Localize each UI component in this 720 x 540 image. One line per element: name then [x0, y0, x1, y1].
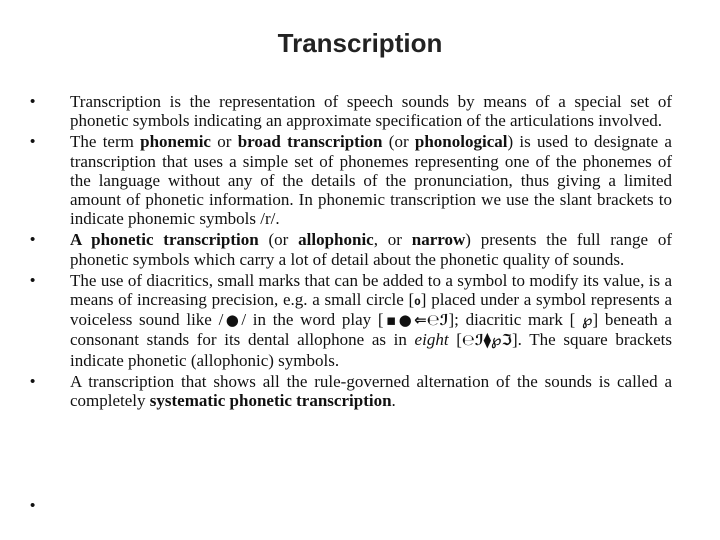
term-systematic-phonetic-transcription: systematic phonetic transcription	[149, 391, 392, 411]
item-text: ]; diacritic mark [	[448, 310, 583, 330]
list-item	[30, 92, 672, 130]
list-item	[30, 372, 672, 410]
term-phonetic-transcription: A phonetic transcription	[70, 230, 259, 250]
term-phonological: phonological	[414, 132, 508, 152]
item-text: / in the word play [	[241, 310, 384, 330]
bullet-icon: •	[30, 271, 36, 289]
bullet-icon: •	[30, 133, 36, 151]
item-text: Transcription is the representation of speech sounds by means of a special set of phonetic symbols indicating an approximate specification of the articulations involved.	[70, 92, 672, 131]
empty-bullet-icon: •	[30, 497, 36, 514]
item-text: ] beneath a consonant stands for its dental allophone as in	[70, 310, 672, 350]
list-item	[30, 230, 672, 268]
voiceless-l-symbol: ●	[223, 311, 242, 330]
list-item	[30, 132, 672, 228]
item-text: The use of diacritics, small marks that can be added to a symbol to modify its value, is a means of increasing precision, e.g. a small circle [	[70, 270, 672, 310]
item-text: ]. The square brackets indicate phonetic (allophonic) symbols.	[70, 330, 672, 370]
example-word-eight: eight	[414, 330, 449, 350]
dental-diacritic-symbol: ℘	[582, 311, 593, 330]
circle-diacritic-symbol: ₀	[414, 291, 421, 310]
item-text: , or	[373, 230, 412, 250]
item-text: ) presents the full range of phonetic symbols which carry a lot of detail about the phonetic quality of sounds.	[70, 230, 672, 269]
term-phonemic: phonemic	[140, 132, 211, 152]
term-allophonic: allophonic	[298, 230, 374, 250]
bullet-icon: •	[30, 231, 36, 249]
item-text: ) is used to designate a transcription that uses a simple set of phonemes representing one of the phonemes of the language without any of the details of the pronunciation, thus giving a limited amount of phonetic information. In phonemic transcription we use the slant brackets to indicate phonemic symbols /r/.	[70, 132, 672, 229]
item-text: A transcription that shows all the rule-governed alternation of the sounds is called a completely	[70, 371, 672, 411]
bullet-icon: •	[30, 372, 36, 390]
eight-transcription-symbols: ℮ℐ⧫℘ℑ	[461, 331, 512, 350]
item-text: or	[210, 132, 238, 152]
term-narrow: narrow	[411, 230, 466, 250]
item-text: (or	[258, 230, 299, 250]
bullet-icon: •	[30, 93, 36, 110]
slide-title: Transcription	[277, 28, 443, 58]
list-item	[30, 271, 672, 370]
term-broad-transcription: broad transcription	[237, 132, 383, 152]
bullet-list	[30, 92, 672, 412]
item-text: (or	[382, 132, 415, 152]
item-text: [	[448, 330, 462, 350]
item-text: ] placed under a symbol represents a voiceless sound like /	[70, 290, 672, 330]
play-transcription-symbols: ▪●⇐℮ℐ	[383, 311, 449, 330]
item-text: The term	[70, 132, 141, 152]
item-text: .	[391, 391, 396, 411]
